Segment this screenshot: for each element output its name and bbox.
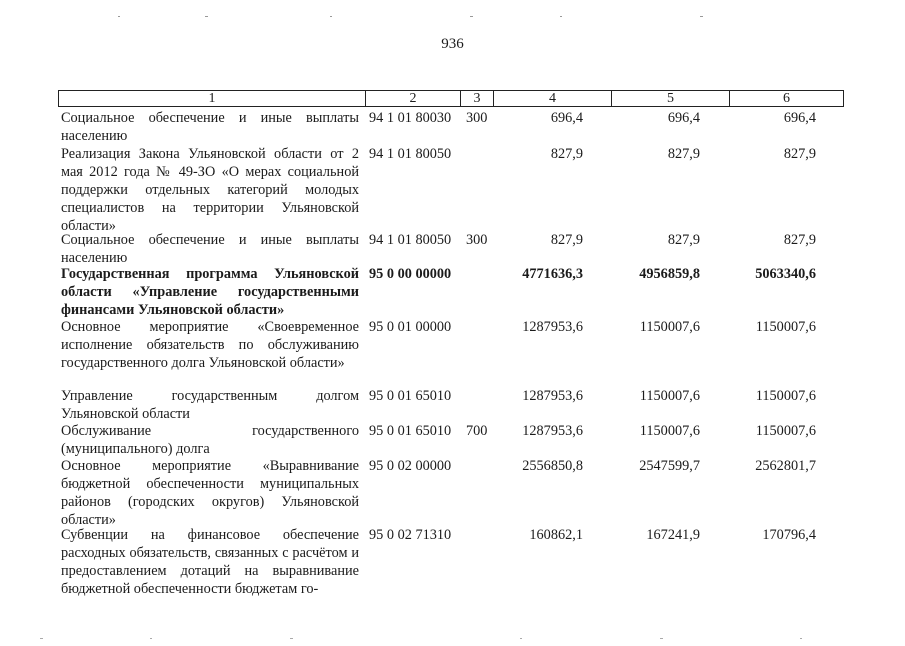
row-value-col5: 4956859,8 bbox=[639, 266, 700, 282]
header-col-1: 1 bbox=[208, 91, 216, 106]
row-expense-type: 300 bbox=[466, 232, 488, 248]
header-col-6: 6 bbox=[783, 91, 790, 106]
row-value-col4: 1287953,6 bbox=[522, 319, 583, 335]
row-value-col5: 827,9 bbox=[667, 146, 700, 162]
row-code: 95 0 02 00000 bbox=[369, 458, 452, 474]
row-value-col4: 2556850,8 bbox=[522, 458, 583, 474]
row-value-col4: 1287953,6 bbox=[522, 388, 583, 404]
header-col-2: 2 bbox=[409, 91, 417, 106]
row-description: Обслуживание государственного (муниципального) долга bbox=[61, 423, 359, 457]
row-value-col4: 1287953,6 bbox=[522, 423, 583, 439]
scan-noise-top bbox=[0, 6, 905, 8]
row-value-col6: 1150007,6 bbox=[755, 319, 816, 335]
page-number: 936 bbox=[441, 36, 464, 52]
row-value-col6: 2562801,7 bbox=[755, 458, 816, 474]
header-col-4: 4 bbox=[549, 91, 556, 106]
row-description: Управление государственным долгом Ульяновской области bbox=[61, 388, 359, 422]
row-value-col6: 827,9 bbox=[783, 146, 816, 162]
header-col-5: 5 bbox=[667, 91, 674, 106]
row-code: 95 0 01 65010 bbox=[369, 423, 452, 439]
row-code: 95 0 02 71310 bbox=[369, 527, 452, 543]
row-code: 94 1 01 80050 bbox=[369, 146, 452, 162]
row-code: 95 0 01 00000 bbox=[369, 319, 452, 335]
row-value-col5: 2547599,7 bbox=[639, 458, 700, 474]
row-value-col5: 1150007,6 bbox=[639, 423, 700, 439]
row-value-col5: 1150007,6 bbox=[639, 388, 700, 404]
row-description: Государственная программа Ульяновской области «Управление государственными финансами Ульяновской области» bbox=[61, 266, 359, 318]
row-expense-type: 300 bbox=[466, 110, 488, 126]
row-value-col4: 160862,1 bbox=[529, 527, 583, 543]
row-description: Основное мероприятие «Выравнивание бюджетной обеспеченности муниципальных районов (городских округов) Ульяновской области» bbox=[61, 458, 359, 528]
header-col-3: 3 bbox=[473, 91, 481, 106]
row-code: 94 1 01 80030 bbox=[369, 110, 452, 126]
row-code: 95 0 01 65010 bbox=[369, 388, 452, 404]
row-code: 95 0 00 00000 bbox=[369, 266, 452, 282]
row-expense-type: 700 bbox=[466, 423, 488, 439]
scan-noise-bottom bbox=[0, 628, 905, 630]
row-description: Реализация Закона Ульяновской области от 2 мая 2012 года № 49-ЗО «О мерах социальной поддержки отдельных категорий молодых специалистов на территории Ульяновской области» bbox=[61, 146, 359, 234]
row-value-col4: 4771636,3 bbox=[522, 266, 583, 282]
row-value-col4: 827,9 bbox=[550, 146, 583, 162]
row-value-col4: 827,9 bbox=[550, 232, 583, 248]
row-value-col6: 827,9 bbox=[783, 232, 816, 248]
row-value-col5: 827,9 bbox=[667, 232, 700, 248]
row-value-col6: 5063340,6 bbox=[755, 266, 816, 282]
row-value-col6: 1150007,6 bbox=[755, 388, 816, 404]
row-description: Социальное обеспечение и иные выплаты населению bbox=[61, 232, 359, 266]
row-value-col4: 696,4 bbox=[550, 110, 583, 126]
row-value-col6: 170796,4 bbox=[762, 527, 816, 543]
row-value-col5: 696,4 bbox=[667, 110, 700, 126]
row-code: 94 1 01 80050 bbox=[369, 232, 452, 248]
row-value-col6: 1150007,6 bbox=[755, 423, 816, 439]
table-header bbox=[58, 90, 844, 107]
row-description: Основное мероприятие «Своевременное исполнение обязательств по обслуживанию государственного долга Ульяновской области» bbox=[61, 319, 359, 371]
row-description: Социальное обеспечение и иные выплаты населению bbox=[61, 110, 359, 144]
row-value-col5: 1150007,6 bbox=[639, 319, 700, 335]
row-value-col6: 696,4 bbox=[783, 110, 816, 126]
row-value-col5: 167241,9 bbox=[646, 527, 700, 543]
row-description: Субвенции на финансовое обеспечение расходных обязательств, связанных с расчётом и предоставлением дотаций на выравнивание бюджетной обеспеченности бюджетам го- bbox=[61, 527, 359, 597]
